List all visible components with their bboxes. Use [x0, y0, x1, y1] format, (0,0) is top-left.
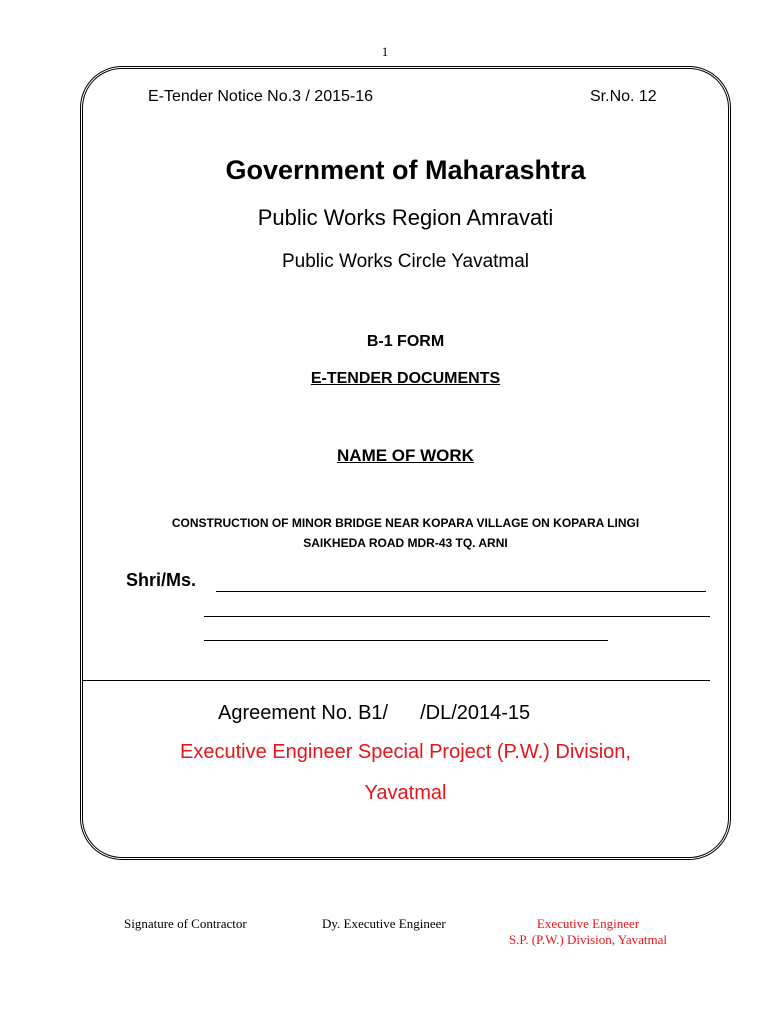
tender-documents-heading: E-TENDER DOCUMENTS	[310, 370, 501, 387]
office-name-line-2: Yavatmal	[364, 782, 447, 804]
work-description-line-1: CONSTRUCTION OF MINOR BRIDGE NEAR KOPARA VILLAGE ON KOPARA LINGI	[171, 516, 640, 530]
region-title: Public Works Region Amravati	[257, 205, 554, 230]
form-name: B-1 FORM	[366, 333, 445, 350]
agreement-prefix: Agreement No. B1/	[218, 702, 389, 724]
agreement-number	[218, 702, 530, 725]
deputy-engineer-signature-label: Dy. Executive Engineer	[322, 916, 446, 931]
executive-engineer-division: S.P. (P.W.) Division, Yavatmal	[508, 932, 668, 947]
contractor-name-label: Shri/Ms.	[126, 570, 197, 590]
contractor-signature-label: Signature of Contractor	[124, 916, 247, 931]
work-description-line-2: SAIKHEDA ROAD MDR-43 TQ. ARNI	[303, 536, 508, 550]
section-divider	[82, 680, 710, 681]
contractor-name-line-2	[204, 616, 710, 617]
executive-engineer-signature-block	[488, 916, 688, 948]
tender-notice-number: E-Tender Notice No.3 / 2015-16	[148, 88, 374, 105]
government-title: Government of Maharashtra	[225, 155, 586, 185]
contractor-name-line-1	[216, 591, 706, 592]
office-name-line-1: Executive Engineer Special Project (P.W.) Division,	[180, 741, 631, 763]
serial-number: Sr.No. 12	[590, 88, 657, 105]
circle-title: Public Works Circle Yavatmal	[281, 251, 530, 272]
executive-engineer-title: Executive Engineer	[536, 916, 640, 931]
agreement-suffix: /DL/2014-15	[420, 702, 531, 724]
contractor-name-line-3	[204, 640, 608, 641]
page-number: 1	[381, 44, 389, 59]
name-of-work-heading: NAME OF WORK	[337, 446, 474, 465]
